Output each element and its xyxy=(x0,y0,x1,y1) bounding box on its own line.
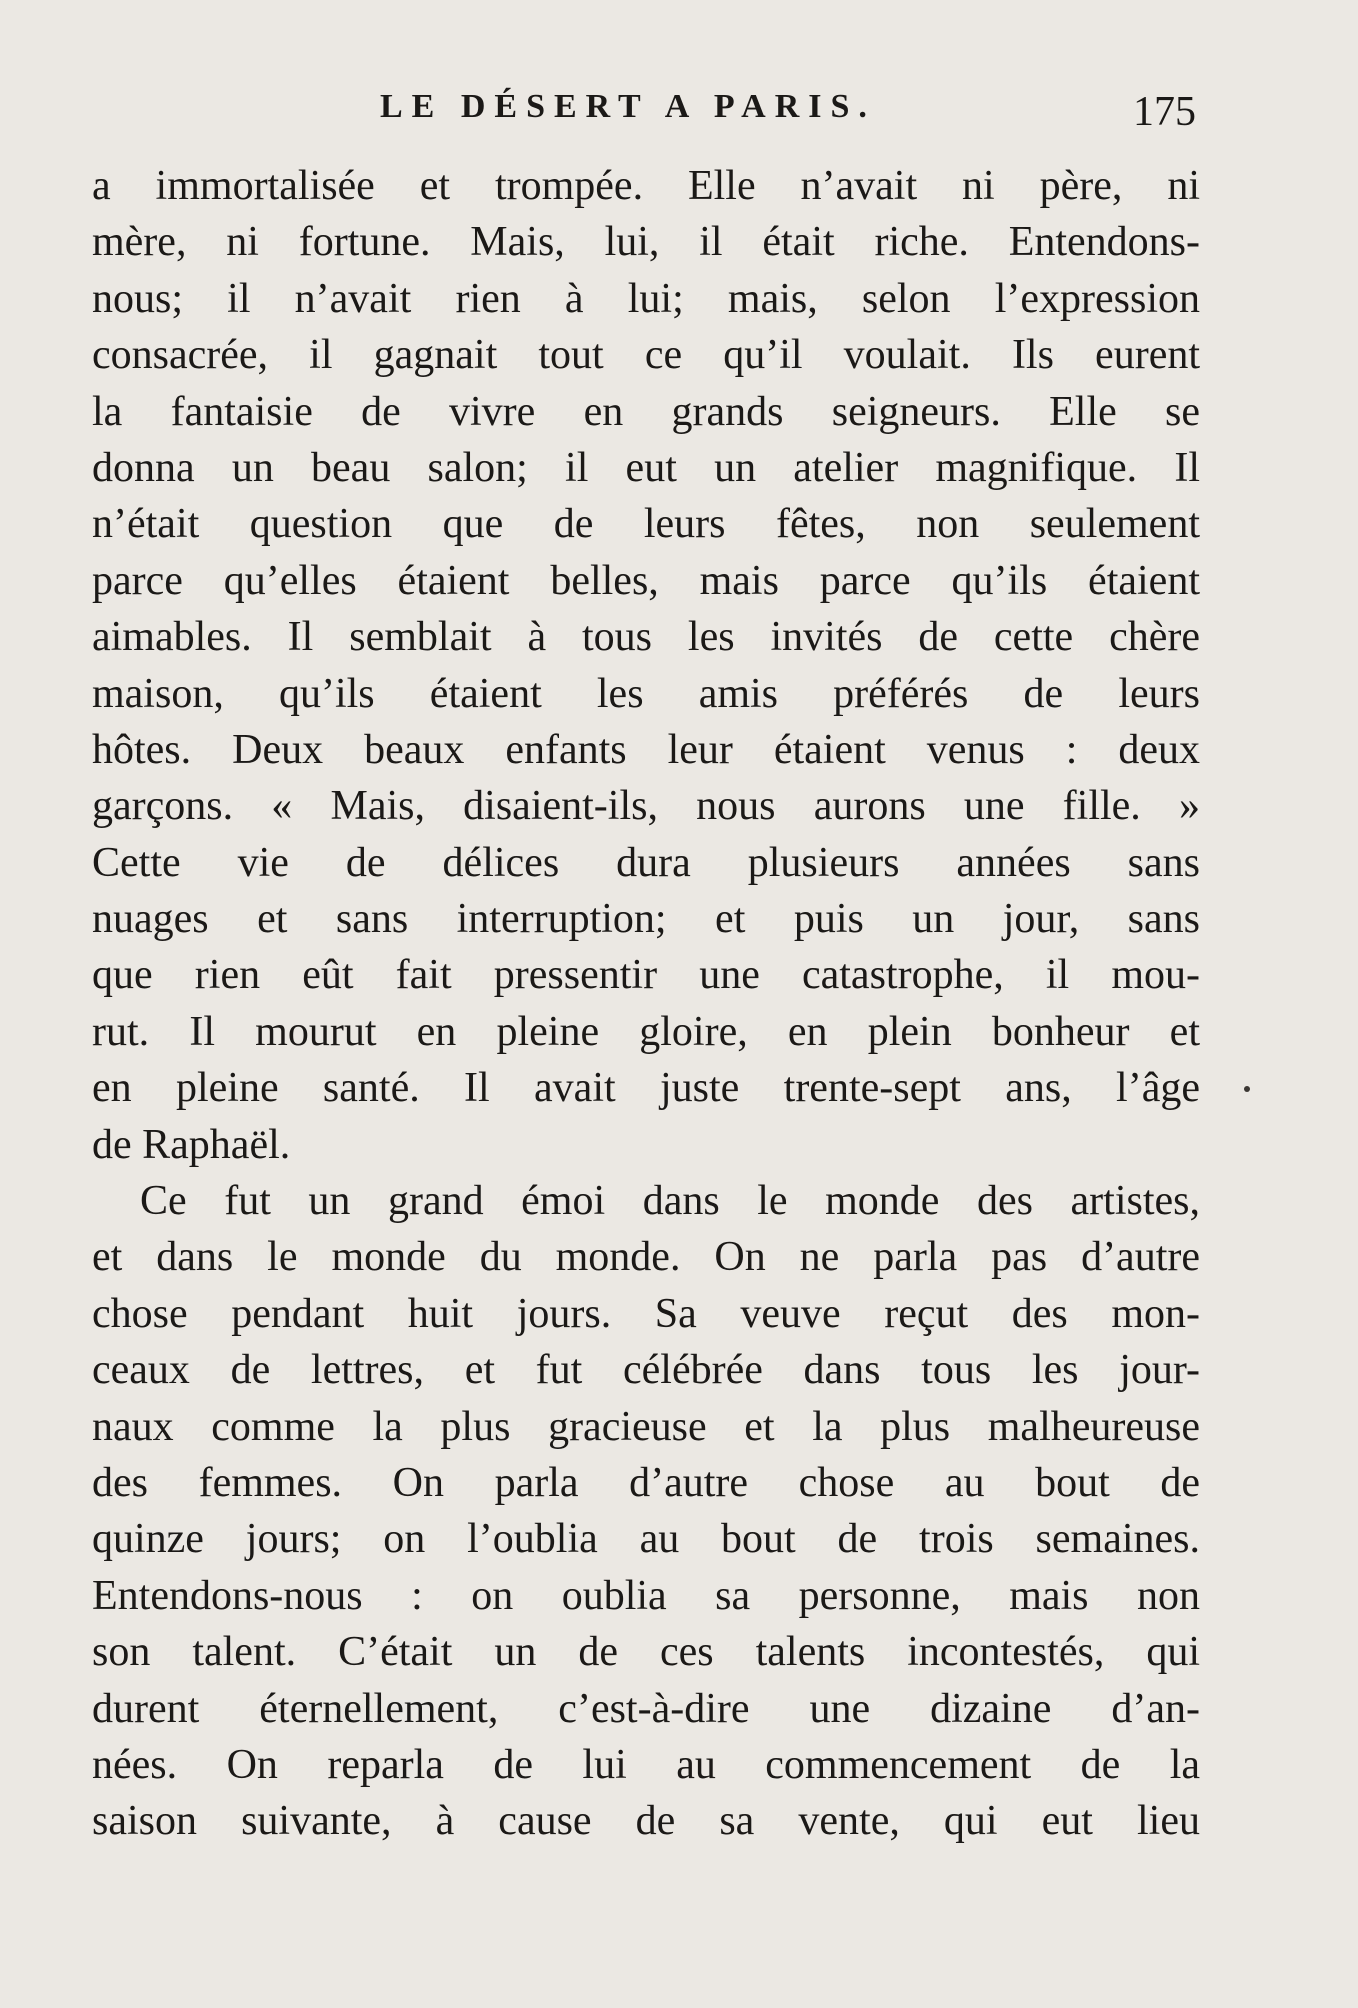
text-line: n’était question que de leurs fêtes, non seulement xyxy=(92,501,1200,548)
text-line: parce qu’elles étaient belles, mais parce qu’ils étaient xyxy=(92,557,1200,604)
text-line: et dans le monde du monde. On ne parla pas d’autre xyxy=(92,1234,1200,1281)
paragraph xyxy=(92,1173,1200,1850)
text-line: aimables. Il semblait à tous les invités de cette chère xyxy=(92,614,1200,661)
text-line: de Raphaël. xyxy=(92,1121,291,1168)
text-line: en pleine santé. Il avait juste trente-sept ans, l’âge xyxy=(92,1065,1200,1112)
running-head xyxy=(90,88,1196,144)
text-line: chose pendant huit jours. Sa veuve reçut des mon- xyxy=(92,1290,1200,1337)
text-line: maison, qu’ils étaient les amis préférés de leurs xyxy=(92,670,1200,717)
text-line: hôtes. Deux beaux enfants leur étaient venus : deux xyxy=(92,726,1200,773)
text-line: nées. On reparla de lui au commencement de la xyxy=(92,1741,1200,1788)
text-line: a immortalisée et trompée. Elle n’avait ni père, ni xyxy=(92,163,1200,209)
text-line: Ce fut un grand émoi dans le monde des artistes, xyxy=(140,1178,1200,1225)
text-line: la fantaisie de vivre en grands seigneurs. Elle se xyxy=(92,388,1200,435)
text-line: que rien eût fait pressentir une catastrophe, il mou- xyxy=(92,952,1200,999)
text-line: nous; il n’avait rien à lui; mais, selon l’expression xyxy=(92,275,1200,322)
text-line: ceaux de lettres, et fut célébrée dans tous les jour- xyxy=(92,1347,1200,1394)
text-line: Entendons-nous : on oublia sa personne, mais non xyxy=(92,1572,1200,1619)
text-line: mère, ni fortune. Mais, lui, il était riche. Entendons- xyxy=(92,219,1200,266)
text-line: saison suivante, à cause de sa vente, qui eut lieu xyxy=(92,1798,1200,1845)
text-line: naux comme la plus gracieuse et la plus malheureuse xyxy=(92,1403,1200,1450)
text-line: garçons. « Mais, disaient-ils, nous aurons une fille. » xyxy=(92,783,1200,830)
text-line: des femmes. On parla d’autre chose au bout de xyxy=(92,1459,1200,1506)
text-line: Cette vie de délices dura plusieurs années sans xyxy=(92,839,1200,886)
text-line: son talent. C’était un de ces talents incontestés, qui xyxy=(92,1629,1200,1676)
text-line: quinze jours; on l’oublia au bout de trois semaines. xyxy=(92,1516,1200,1563)
text-line: consacrée, il gagnait tout ce qu’il voulait. Ils eurent xyxy=(92,332,1200,379)
text-line: rut. Il mourut en pleine gloire, en plein bonheur et xyxy=(92,1008,1200,1055)
text-line: nuages et sans interruption; et puis un jour, sans xyxy=(92,896,1200,943)
text-line: durent éternellement, c’est-à-dire une dizaine d’an- xyxy=(92,1685,1200,1732)
paragraph xyxy=(92,158,1200,1173)
page-number: 175 xyxy=(1133,89,1196,135)
running-title: LE DÉSERT A PARIS. xyxy=(380,88,876,125)
body-text xyxy=(92,158,1200,1850)
ink-dot xyxy=(1244,1086,1250,1092)
text-line: donna un beau salon; il eut un atelier magnifique. Il xyxy=(92,444,1200,491)
